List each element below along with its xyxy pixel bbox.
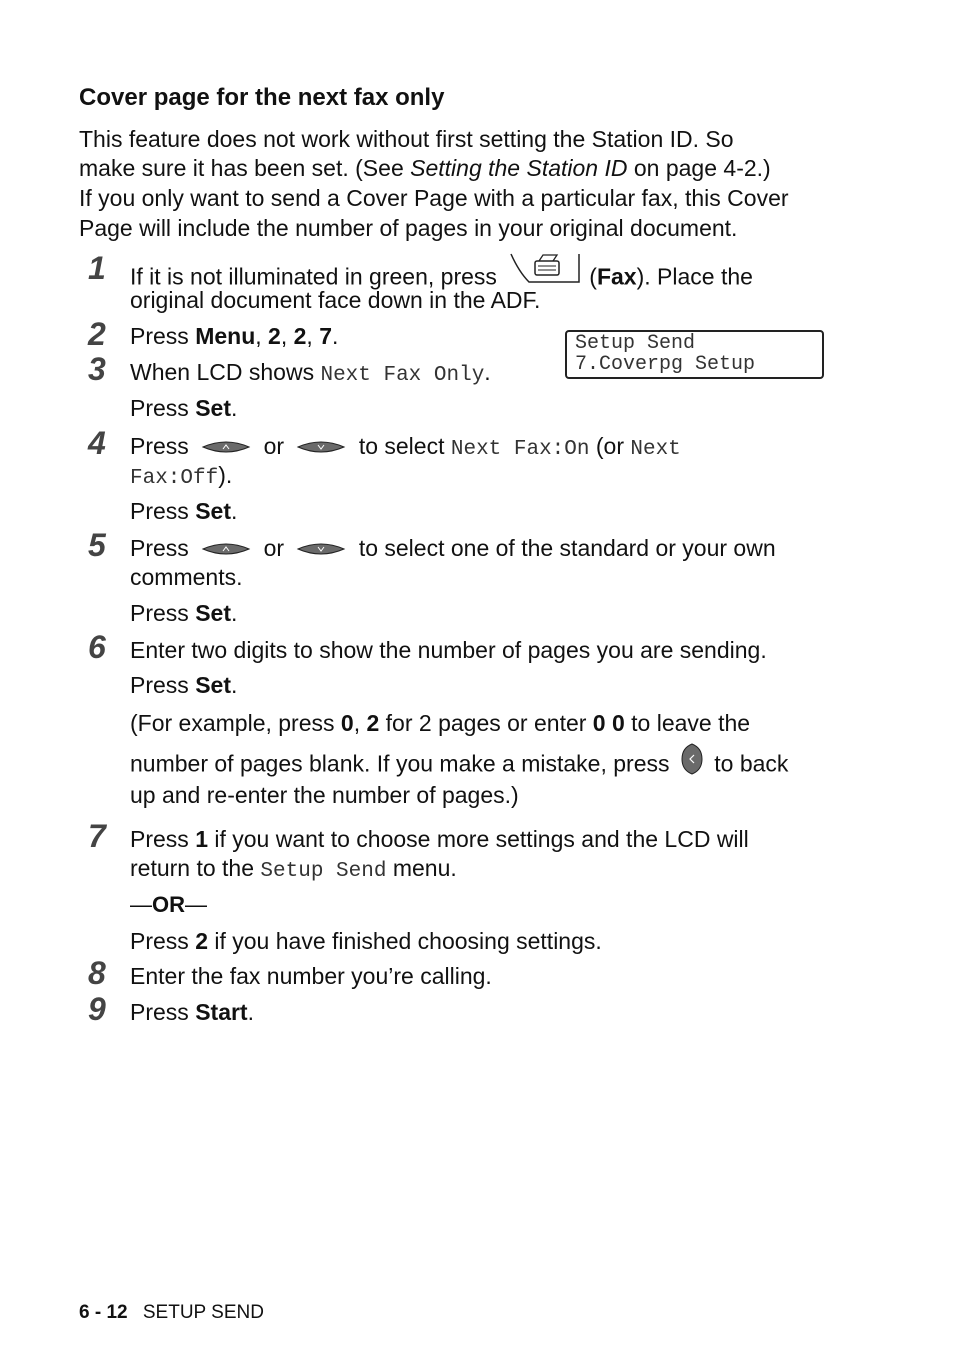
step-text: Press: [130, 498, 196, 524]
set-key-label: Set: [195, 395, 231, 421]
step-text: (For example, press: [130, 710, 341, 736]
lcd-message: Setup Send: [260, 860, 387, 883]
separator: ,: [280, 323, 294, 349]
separator: .: [230, 600, 238, 626]
lcd-option: Fax:Off: [130, 467, 219, 490]
up-arrow-key-icon[interactable]: [201, 433, 251, 462]
step-text: to leave the: [624, 710, 751, 736]
step-text: number of pages blank. If you make a mistake, press: [130, 750, 670, 777]
step-number-7: 7: [88, 818, 106, 854]
down-arrow-key-icon[interactable]: [296, 535, 346, 564]
step-text: to select one of the standard or your own: [358, 535, 776, 561]
step-7-line-1: [130, 825, 749, 854]
intro-text: on page 4-2.): [627, 155, 771, 181]
step-text: (: [589, 263, 597, 290]
step-6-example-line-2: [130, 745, 788, 786]
intro-line-3: If you only want to send a Cover Page with a particular fax, this Cover: [79, 185, 789, 211]
step-text: Press: [130, 999, 196, 1025]
separator: ,: [255, 323, 269, 349]
key-label: 2: [195, 928, 208, 954]
menu-key-label: Menu: [195, 323, 256, 349]
step-5-line-1: [130, 534, 776, 564]
up-arrow-key-icon[interactable]: [201, 535, 251, 564]
separator: .: [247, 999, 254, 1025]
step-3-press-set: [130, 394, 237, 423]
lcd-message: Next Fax Only: [320, 364, 485, 387]
step-3-line: [130, 358, 491, 390]
key-label: 0 0: [592, 710, 625, 736]
step-text: ).: [218, 462, 233, 488]
step-text: return to the: [130, 855, 261, 881]
key-label: 0: [340, 710, 354, 736]
step-text: ). Place the: [636, 263, 753, 290]
step-2-line: [130, 322, 338, 351]
step-text: When LCD shows: [130, 359, 321, 385]
set-key-label: Set: [195, 498, 231, 524]
key-label: 7: [319, 323, 332, 349]
step-text: Press: [130, 395, 196, 421]
cross-reference: Setting the Station ID: [410, 155, 628, 181]
step-text: Press: [130, 323, 196, 349]
step-text: menu.: [386, 855, 457, 881]
step-4-line-1: [130, 432, 681, 464]
intro-line-4: Page will include the number of pages in your original document.: [79, 215, 738, 241]
section-name: SETUP SEND: [142, 1302, 264, 1323]
down-arrow-key-icon[interactable]: [296, 433, 346, 462]
step-text: (or: [589, 433, 631, 459]
step-text: If it is not illuminated in green, press: [130, 263, 497, 290]
step-text: Press: [130, 928, 196, 954]
step-6-press-set: [130, 671, 237, 700]
or-separator: [130, 890, 207, 919]
intro-line-2: [79, 154, 771, 183]
step-4-press-set: [130, 497, 237, 526]
fax-key-label: Fax: [596, 263, 637, 290]
back-arrow-key-icon[interactable]: [680, 742, 704, 783]
separator: .: [230, 672, 238, 698]
lcd-line-2: 7.Coverpg Setup: [575, 353, 756, 376]
step-5-press-set: [130, 599, 237, 628]
lcd-line-1: Setup Send: [575, 332, 696, 355]
step-text: Press: [130, 600, 196, 626]
page-number: 6 - 12: [79, 1302, 128, 1323]
step-7-line-2: [130, 854, 457, 886]
step-7-line-3: [130, 927, 602, 956]
step-5-line-2: comments.: [130, 564, 243, 590]
step-text: for 2 pages or enter: [379, 710, 593, 736]
section-heading: Cover page for the next fax only: [79, 84, 445, 111]
step-number-6: 6: [88, 629, 106, 665]
separator: .: [484, 359, 491, 385]
step-number-1: 1: [88, 250, 106, 286]
intro-line-1: This feature does not work without first setting the Station ID. So: [79, 126, 734, 152]
step-8-line: Enter the fax number you’re calling.: [130, 963, 492, 989]
step-text: Press: [130, 672, 196, 698]
step-1-line-2: original document face down in the ADF.: [130, 287, 541, 313]
step-text: or: [263, 535, 285, 561]
step-number-5: 5: [88, 527, 106, 563]
step-text: if you have finished choosing settings.: [207, 928, 602, 954]
step-6-line-1: Enter two digits to show the number of pages you are sending.: [130, 637, 767, 663]
step-text: if you want to choose more settings and the LCD will: [207, 826, 749, 852]
lcd-option: Next Fax:On: [450, 438, 590, 461]
step-6-example-line-3: up and re-enter the number of pages.): [130, 782, 519, 808]
or-label: OR: [152, 892, 185, 917]
step-number-4: 4: [88, 425, 106, 461]
step-text: Press: [130, 433, 189, 459]
separator: ,: [306, 323, 320, 349]
set-key-label: Set: [195, 672, 231, 698]
step-4-line-2: [130, 461, 232, 493]
key-label: 2: [293, 323, 307, 349]
dash: —: [130, 892, 152, 917]
step-number-9: 9: [88, 991, 106, 1027]
start-key-label: Start: [195, 999, 248, 1025]
step-number-8: 8: [88, 955, 106, 991]
step-number-2: 2: [88, 316, 106, 352]
key-label: 2: [366, 710, 380, 736]
step-9-line: [130, 998, 254, 1027]
key-label: 1: [195, 826, 208, 852]
separator: .: [230, 498, 238, 524]
set-key-label: Set: [195, 600, 231, 626]
lcd-display: [565, 330, 824, 379]
separator: ,: [353, 710, 367, 736]
dash: —: [185, 892, 207, 917]
step-text: to select: [358, 433, 451, 459]
step-6-example-line-1: [130, 709, 750, 738]
page-footer: [79, 1302, 264, 1324]
lcd-option: Next: [630, 438, 681, 461]
separator: .: [331, 323, 339, 349]
step-text: or: [263, 433, 285, 459]
step-number-3: 3: [88, 351, 106, 387]
intro-text: make sure it has been set. (See: [79, 155, 411, 181]
step-text: Press: [130, 535, 189, 561]
separator: .: [230, 395, 238, 421]
step-text: Press: [130, 826, 196, 852]
step-text: to back: [714, 750, 789, 777]
key-label: 2: [268, 323, 281, 349]
